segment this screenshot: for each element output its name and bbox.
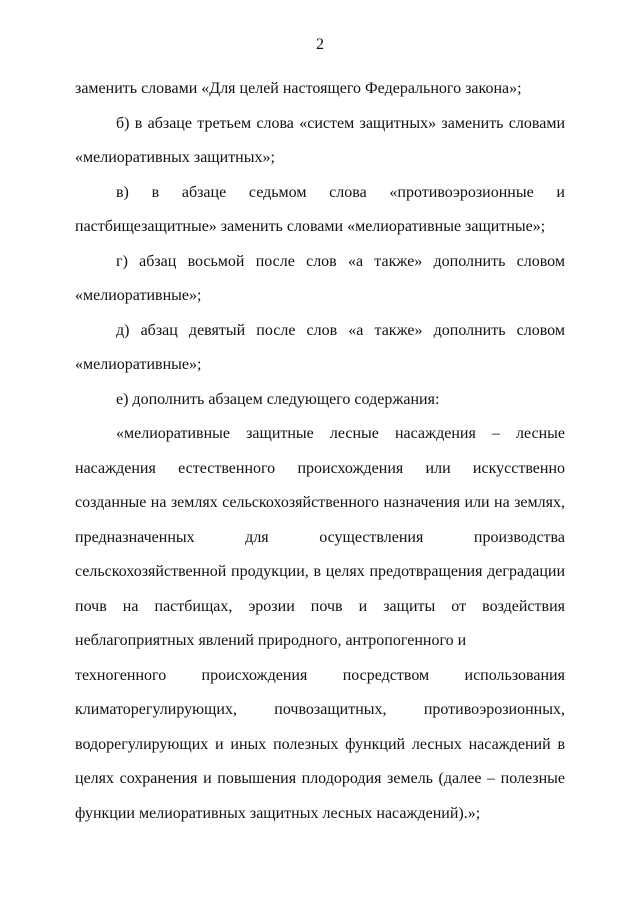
document-body <box>75 72 565 831</box>
word: слова <box>329 183 367 201</box>
word: «а <box>347 252 364 270</box>
quoted-definition-part2: водорегулирующих и иных полезных функций лесных насаждений в целях сохранения и повышения плодородия земель (далее – полезные функции мелиоративных защитных лесных насаждений).»; <box>75 735 565 822</box>
quoted-definition-row1 <box>75 659 565 694</box>
word: абзаце <box>181 183 227 201</box>
word: д) <box>116 321 130 339</box>
word: «противоэрозионные <box>389 183 534 201</box>
word: восьмой <box>187 252 245 270</box>
word: седьмом <box>248 183 307 201</box>
word: дополнить <box>433 252 506 270</box>
word: слов <box>306 321 338 339</box>
word: девятый <box>188 321 246 339</box>
word: использования <box>464 666 565 684</box>
quoted-definition-part1: «мелиоративные защитные лесные насаждения – лесные насаждения естественного происхождения или искусственно созданные на землях сельскохозяйственного назначения или на землях, предназначенных для осуществления производства сельскохозяйственной продукции, в целях предотвращения деградации почв на пастбищах, эрозии почв и защиты от воздействия неблагоприятных явлений природного, антропогенного и <box>75 425 565 649</box>
word: в <box>151 183 160 201</box>
word: после <box>256 321 296 339</box>
paragraph-g-line2: «мелиоративные»; <box>75 287 202 304</box>
word: также» <box>374 321 423 339</box>
word: абзац <box>140 321 178 339</box>
word: «а <box>348 321 364 339</box>
word: слов <box>306 252 337 270</box>
quoted-definition-row2 <box>75 693 565 728</box>
paragraph-b: б) в абзаце третьем слова «систем защитных» заменить словами «мелиоративных защитных»; <box>75 114 565 166</box>
word: также» <box>374 252 423 270</box>
word: дополнить <box>433 321 506 339</box>
paragraph-d-line2: «мелиоративные»; <box>75 356 202 373</box>
word: абзац <box>139 252 177 270</box>
word: противоэрозионных, <box>423 701 565 718</box>
word: техногенного <box>75 666 167 684</box>
word: происхождения <box>201 666 308 684</box>
word: и <box>556 183 565 201</box>
paragraph-g-line1 <box>75 245 565 280</box>
page-number: 2 <box>316 36 324 53</box>
word: после <box>255 252 295 270</box>
word: почвозащитных, <box>274 701 387 718</box>
word: климаторегулирующих, <box>75 701 237 718</box>
paragraph-v-line1 <box>75 176 565 211</box>
word: г) <box>116 252 128 270</box>
word: словом <box>516 321 565 339</box>
word: в) <box>116 183 129 201</box>
paragraph-a-end: заменить словами «Для целей настоящего Федерального закона»; <box>75 80 522 97</box>
paragraph-v-line2: пастбищезащитные» заменить словами «мелиоративные защитные»; <box>75 218 546 235</box>
paragraph-d-line1 <box>75 314 565 349</box>
word: посредством <box>342 666 430 684</box>
word: словом <box>516 252 565 270</box>
paragraph-e: е) дополнить абзацем следующего содержания: <box>116 390 440 408</box>
